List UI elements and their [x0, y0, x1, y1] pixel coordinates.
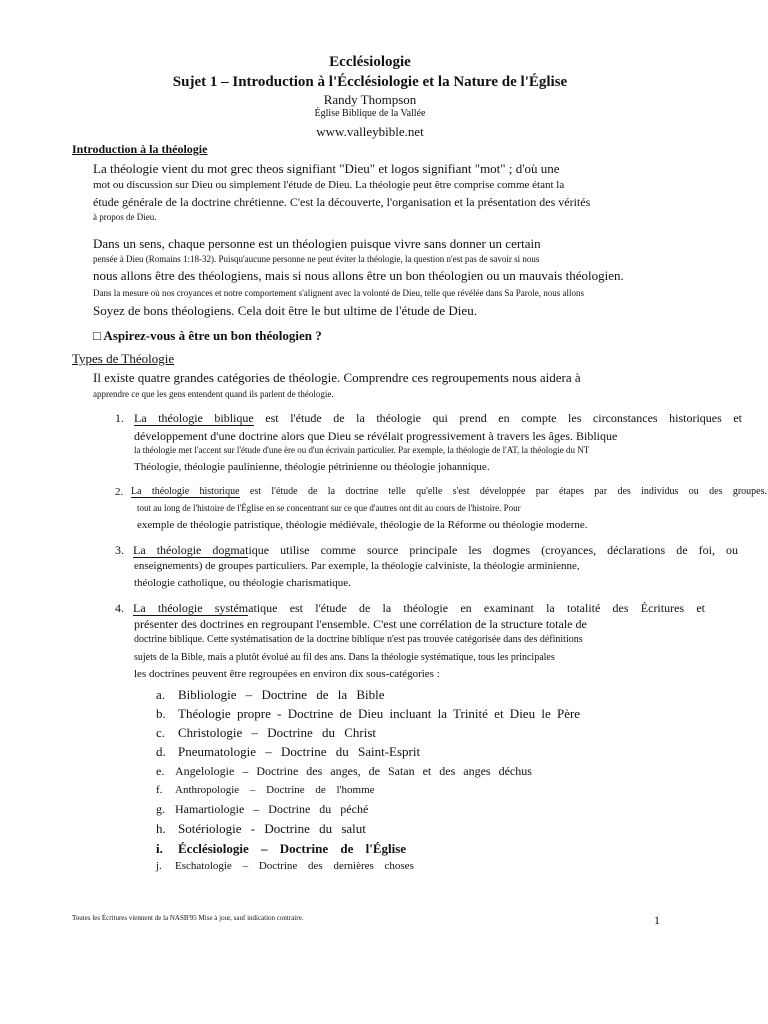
list-item-3-line [133, 543, 738, 558]
author-name: Randy Thompson [323, 92, 417, 107]
subcategory-letter: j. [156, 860, 162, 872]
subcategory-text: Pneumatologie – Doctrine du Saint-Esprit [178, 744, 421, 759]
list-number: 4. [115, 601, 124, 615]
subcategory-letter: d. [156, 744, 166, 759]
website-link[interactable]: www.valleybible.net [316, 124, 424, 139]
subcategory-letter: b. [156, 706, 166, 721]
intro-line: mot ou discussion sur Dieu ou simplement l'étude de Dieu. La théologie peut être comprise comme étant la [93, 179, 565, 191]
list-item-4-line [133, 601, 705, 616]
list-number: 3. [115, 543, 124, 557]
subcategory-letter: g. [156, 802, 165, 816]
term-dogmatic-theology: La théologie dogmat [133, 543, 249, 557]
list-item-text: est l'étude de la théologie qui prend en compte les circonstances historiques et [253, 411, 742, 425]
intro-para2-line: Soyez de bons théologiens. Cela doit être le but ultime de l'étude de Dieu. [93, 303, 477, 318]
list-item-4-line: doctrine biblique. Cette systématisation de la doctrine biblique n'est pas trouvée catégorisée dans des définitions [134, 634, 583, 645]
subcategory-letter: i. [156, 841, 163, 856]
list-item-3-line: théologie catholique, ou théologie charismatique. [134, 577, 351, 589]
intro-para2-line: nous allons être des théologiens, mais si nous allons être un bon théologien ou un mauvais théologien. [93, 268, 624, 283]
intro-line: La théologie vient du mot grec theos signifiant "Dieu" et logos signifiant "mot" ; d'où une [93, 161, 560, 176]
subcategory-text: Christologie – Doctrine du Christ [178, 725, 377, 740]
types-intro-line: apprendre ce que les gens entendent quand ils parlent de théologie. [93, 389, 334, 399]
list-item-1-line: la théologie met l'accent sur l'étude d'une ère ou d'un écrivain particulier. Par exemple, la théologie de l'AT, la théologie du NT [134, 445, 590, 455]
subcategory-text: Bibliologie – Doctrine de la Bible [178, 687, 385, 702]
document-subtitle: Sujet 1 – Introduction à l'Écclésiologie et la Nature de l'Église [172, 74, 568, 90]
subcategory-letter: e. [156, 764, 165, 778]
types-heading: Types de Théologie [72, 351, 175, 366]
subcategory-letter: f. [156, 784, 163, 796]
list-item-text: est l'étude de la doctrine telle qu'elle s'est développée par étapes par des individus ou des groupes. [239, 486, 767, 497]
subcategory-text: Eschatologie – Doctrine des dernières choses [175, 860, 414, 872]
intro-para2-line: pensée à Dieu (Romains 1:18-32). Puisqu'aucune personne ne peut éviter la théologie, la question n'est pas de savoir si nous [93, 254, 540, 264]
list-item-3-line: enseignements) de groupes particuliers. Par exemple, la théologie calviniste, la théologie arminienne, [134, 560, 580, 572]
term-suffix: ique [248, 543, 270, 557]
intro-para2-line: Dans un sens, chaque personne est un théologien puisque vivre sans donner un certain [93, 236, 541, 251]
list-item-2-line: tout au long de l'histoire de l'Église en se concentrant sur ce que d'autres ont dit au cours de l'histoire. Pour [137, 503, 521, 513]
subcategory-text: Angelologie – Doctrine des anges, de Satan et des anges déchus [175, 764, 532, 778]
page-number: 1 [654, 913, 660, 927]
subcategory-text: Anthropologie – Doctrine de l'homme [175, 784, 375, 796]
document-title: Ecclésiologie [329, 54, 411, 70]
subcategory-letter: h. [156, 821, 166, 836]
term-biblical-theology: La théologie biblique [134, 411, 254, 425]
list-item-text: utilise comme source principale les dogmes (croyances, déclarations de foi, ou [269, 543, 738, 557]
list-item-1-line: développement d'une doctrine alors que Dieu se révélait progressivement à travers les âges. Biblique [134, 429, 618, 443]
intro-line: à propos de Dieu. [93, 212, 157, 222]
subcategory-letter: c. [156, 725, 166, 740]
list-item-4-line: sujets de la Bible, mais a plutôt évolué au fil des ans. Dans la théologie systématique, tous les principales [134, 652, 555, 663]
types-intro-line: Il existe quatre grandes catégories de théologie. Comprendre ces regroupements nous aidera à [93, 370, 581, 385]
subcategory-text: Hamartiologie – Doctrine du péché [175, 802, 369, 816]
list-item-2-line: exemple de théologie patristique, théologie médiévale, théologie de la Réforme ou théologie moderne. [137, 519, 588, 531]
intro-line: étude générale de la doctrine chrétienne. C'est la découverte, l'organisation et la présentation des vérités [93, 195, 591, 209]
intro-heading: Introduction à la théologie [72, 142, 208, 156]
term-historical-theology: La théologie historique [131, 486, 240, 497]
footer-note: Toutes les Écritures viennent de la NASB'95 Mise à jour, sauf indication contraire. [72, 914, 304, 922]
intro-para2-line: Dans la mesure où nos croyances et notre comportement s'alignent avec la volonté de Dieu, telle que révélée dans Sa Parole, nous allons [93, 288, 584, 298]
term-systematic-theology: La théologie systém [133, 601, 249, 615]
list-item-4-line: les doctrines peuvent être regroupées en environ dix sous-catégories : [134, 668, 440, 680]
list-item-1-line [134, 411, 742, 426]
list-item-1-line: Théologie, théologie paulinienne, théologie pétrinienne ou théologie johannique. [134, 461, 490, 473]
list-item-2-line [131, 486, 767, 497]
subcategory-letter: a. [156, 687, 166, 702]
list-number: 2. [115, 486, 124, 498]
reflection-question: □ Aspirez-vous à être un bon théologien ? [93, 328, 322, 343]
subcategory-text-current: Écclésiologie – Doctrine de l'Église [178, 841, 407, 856]
list-item-4-line: présenter des doctrines en regroupant l'ensemble. C'est une corrélation de la structure totale de [134, 617, 587, 631]
subcategory-text: Théologie propre - Doctrine de Dieu incluant la Trinité et Dieu le Père [178, 706, 581, 721]
church-name: Église Biblique de la Vallée [314, 108, 426, 119]
subcategory-text: Sotériologie - Doctrine du salut [178, 821, 366, 836]
list-number: 1. [115, 411, 124, 425]
term-suffix: atique [248, 601, 278, 615]
list-item-text: est l'étude de la théologie en examinant la totalité des Écritures et [277, 601, 705, 615]
